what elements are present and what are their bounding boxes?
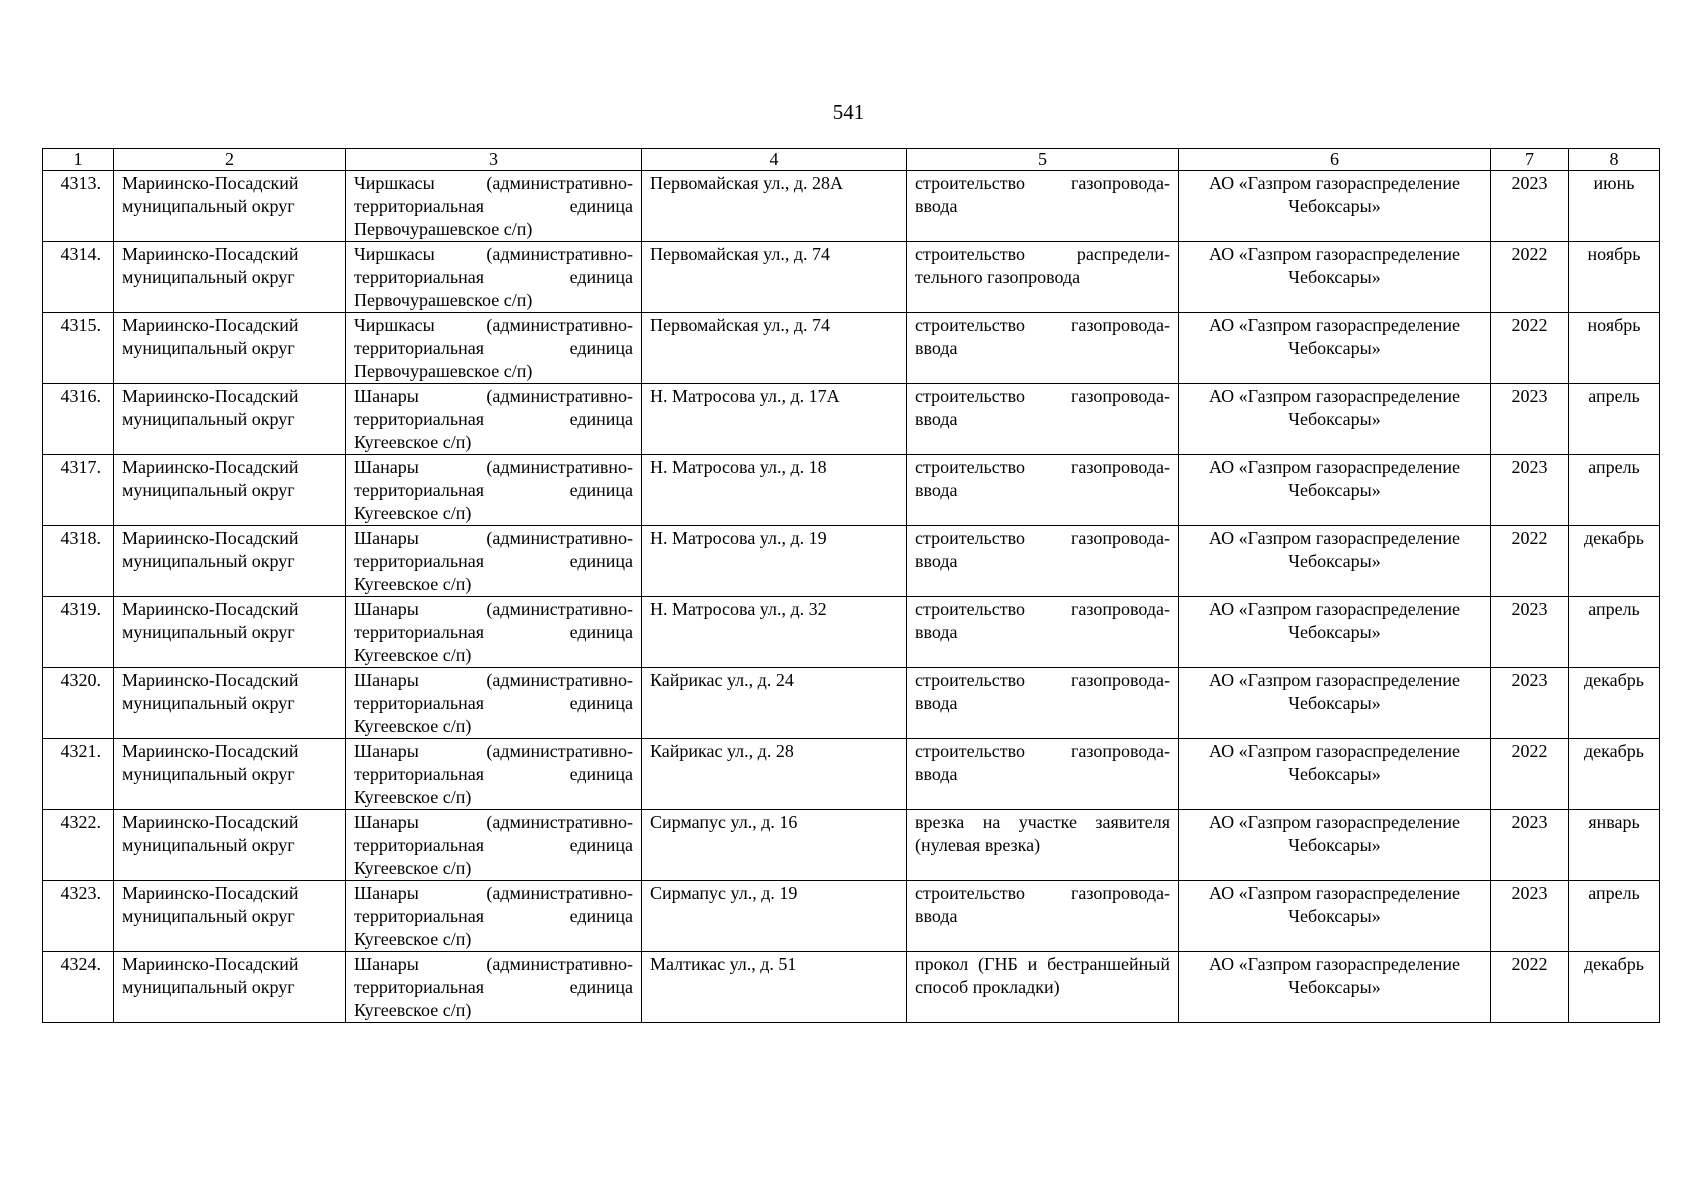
row-number: 4317. bbox=[43, 455, 114, 526]
address-cell: Малтикас ул., д. 51 bbox=[642, 952, 907, 1023]
year-cell: 2022 bbox=[1491, 952, 1569, 1023]
table-row bbox=[43, 313, 1660, 384]
row-number: 4315. bbox=[43, 313, 114, 384]
district-cell: Мариинско-Посадский муниципальный округ bbox=[114, 668, 346, 739]
address-cell: Сирмапус ул., д. 19 bbox=[642, 881, 907, 952]
row-number: 4322. bbox=[43, 810, 114, 881]
row-number: 4324. bbox=[43, 952, 114, 1023]
organization-cell: АО «Газпром газораспределение Чебоксары» bbox=[1179, 526, 1491, 597]
district-cell: Мариинско-Посадский муниципальный округ bbox=[114, 881, 346, 952]
column-number: 1 bbox=[43, 149, 114, 171]
address-cell: Первомайская ул., д. 74 bbox=[642, 242, 907, 313]
address-cell: Н. Матросова ул., д. 32 bbox=[642, 597, 907, 668]
address-cell: Н. Матросова ул., д. 19 bbox=[642, 526, 907, 597]
settlement-cell: Шанары (административно-территориальная единица Кугеевское с/п) bbox=[346, 881, 642, 952]
work-type-cell: строительство газопровода-ввода bbox=[907, 597, 1179, 668]
address-cell: Н. Матросова ул., д. 17А bbox=[642, 384, 907, 455]
column-number: 4 bbox=[642, 149, 907, 171]
table-row bbox=[43, 455, 1660, 526]
settlement-cell: Чиршкасы (административно-территориальная единица Первочурашевское с/п) bbox=[346, 242, 642, 313]
year-cell: 2022 bbox=[1491, 739, 1569, 810]
year-cell: 2023 bbox=[1491, 384, 1569, 455]
district-cell: Мариинско-Посадский муниципальный округ bbox=[114, 171, 346, 242]
district-cell: Мариинско-Посадский муниципальный округ bbox=[114, 384, 346, 455]
row-number: 4314. bbox=[43, 242, 114, 313]
column-number: 5 bbox=[907, 149, 1179, 171]
row-number: 4313. bbox=[43, 171, 114, 242]
district-cell: Мариинско-Посадский муниципальный округ bbox=[114, 313, 346, 384]
district-cell: Мариинско-Посадский муниципальный округ bbox=[114, 739, 346, 810]
address-cell: Первомайская ул., д. 28А bbox=[642, 171, 907, 242]
table-row bbox=[43, 668, 1660, 739]
settlement-cell: Шанары (административно-территориальная единица Кугеевское с/п) bbox=[346, 810, 642, 881]
district-cell: Мариинско-Посадский муниципальный округ bbox=[114, 810, 346, 881]
organization-cell: АО «Газпром газораспределение Чебоксары» bbox=[1179, 810, 1491, 881]
work-type-cell: строительство газопровода-ввода bbox=[907, 526, 1179, 597]
table-row bbox=[43, 810, 1660, 881]
row-number: 4320. bbox=[43, 668, 114, 739]
address-cell: Первомайская ул., д. 74 bbox=[642, 313, 907, 384]
column-number: 3 bbox=[346, 149, 642, 171]
work-type-cell: строительство газопровода-ввода bbox=[907, 455, 1179, 526]
row-number: 4323. bbox=[43, 881, 114, 952]
settlement-cell: Чиршкасы (административно-территориальная единица Первочурашевское с/п) bbox=[346, 313, 642, 384]
settlement-cell: Шанары (административно-территориальная единица Кугеевское с/п) bbox=[346, 597, 642, 668]
address-cell: Кайрикас ул., д. 28 bbox=[642, 739, 907, 810]
settlement-cell: Шанары (административно-территориальная единица Кугеевское с/п) bbox=[346, 526, 642, 597]
column-number: 2 bbox=[114, 149, 346, 171]
work-type-cell: строительство газопровода-ввода bbox=[907, 313, 1179, 384]
year-cell: 2022 bbox=[1491, 526, 1569, 597]
month-cell: декабрь bbox=[1569, 668, 1660, 739]
row-number: 4316. bbox=[43, 384, 114, 455]
organization-cell: АО «Газпром газораспределение Чебоксары» bbox=[1179, 739, 1491, 810]
month-cell: апрель bbox=[1569, 384, 1660, 455]
month-cell: апрель bbox=[1569, 597, 1660, 668]
address-cell: Сирмапус ул., д. 16 bbox=[642, 810, 907, 881]
column-number: 7 bbox=[1491, 149, 1569, 171]
settlement-cell: Шанары (административно-территориальная единица Кугеевское с/п) bbox=[346, 455, 642, 526]
address-cell: Кайрикас ул., д. 24 bbox=[642, 668, 907, 739]
organization-cell: АО «Газпром газораспределение Чебоксары» bbox=[1179, 668, 1491, 739]
district-cell: Мариинско-Посадский муниципальный округ bbox=[114, 242, 346, 313]
page-number: 541 bbox=[832, 100, 865, 124]
row-number: 4321. bbox=[43, 739, 114, 810]
district-cell: Мариинско-Посадский муниципальный округ bbox=[114, 952, 346, 1023]
district-cell: Мариинско-Посадский муниципальный округ bbox=[114, 597, 346, 668]
column-number-row bbox=[43, 149, 1660, 171]
row-number: 4318. bbox=[43, 526, 114, 597]
month-cell: январь bbox=[1569, 810, 1660, 881]
table-row bbox=[43, 881, 1660, 952]
district-cell: Мариинско-Посадский муниципальный округ bbox=[114, 455, 346, 526]
table-body bbox=[43, 171, 1660, 1023]
year-cell: 2023 bbox=[1491, 668, 1569, 739]
year-cell: 2022 bbox=[1491, 313, 1569, 384]
month-cell: апрель bbox=[1569, 881, 1660, 952]
organization-cell: АО «Газпром газораспределение Чебоксары» bbox=[1179, 455, 1491, 526]
month-cell: ноябрь bbox=[1569, 313, 1660, 384]
work-type-cell: строительство газопровода-ввода bbox=[907, 881, 1179, 952]
year-cell: 2023 bbox=[1491, 171, 1569, 242]
work-type-cell: строительство газопровода-ввода bbox=[907, 668, 1179, 739]
year-cell: 2023 bbox=[1491, 881, 1569, 952]
settlement-cell: Шанары (административно-территориальная единица Кугеевское с/п) bbox=[346, 384, 642, 455]
organization-cell: АО «Газпром газораспределение Чебоксары» bbox=[1179, 242, 1491, 313]
table-row bbox=[43, 739, 1660, 810]
settlement-cell: Шанары (административно-территориальная единица Кугеевское с/п) bbox=[346, 739, 642, 810]
organization-cell: АО «Газпром газораспределение Чебоксары» bbox=[1179, 171, 1491, 242]
work-type-cell: строительство распределительного газопровода bbox=[907, 242, 1179, 313]
register-table bbox=[42, 148, 1660, 1023]
month-cell: ноябрь bbox=[1569, 242, 1660, 313]
address-cell: Н. Матросова ул., д. 18 bbox=[642, 455, 907, 526]
settlement-cell: Шанары (административно-территориальная единица Кугеевское с/п) bbox=[346, 952, 642, 1023]
work-type-cell: врезка на участке заявителя (нулевая врезка) bbox=[907, 810, 1179, 881]
settlement-cell: Чиршкасы (административно-территориальная единица Первочурашевское с/п) bbox=[346, 171, 642, 242]
organization-cell: АО «Газпром газораспределение Чебоксары» bbox=[1179, 384, 1491, 455]
column-number: 6 bbox=[1179, 149, 1491, 171]
year-cell: 2023 bbox=[1491, 810, 1569, 881]
table-row bbox=[43, 384, 1660, 455]
year-cell: 2023 bbox=[1491, 597, 1569, 668]
table-row bbox=[43, 242, 1660, 313]
month-cell: июнь bbox=[1569, 171, 1660, 242]
month-cell: апрель bbox=[1569, 455, 1660, 526]
table-row bbox=[43, 952, 1660, 1023]
row-number: 4319. bbox=[43, 597, 114, 668]
settlement-cell: Шанары (административно-территориальная единица Кугеевское с/п) bbox=[346, 668, 642, 739]
column-number: 8 bbox=[1569, 149, 1660, 171]
district-cell: Мариинско-Посадский муниципальный округ bbox=[114, 526, 346, 597]
organization-cell: АО «Газпром газораспределение Чебоксары» bbox=[1179, 597, 1491, 668]
work-type-cell: строительство газопровода-ввода bbox=[907, 171, 1179, 242]
year-cell: 2023 bbox=[1491, 455, 1569, 526]
organization-cell: АО «Газпром газораспределение Чебоксары» bbox=[1179, 952, 1491, 1023]
month-cell: декабрь bbox=[1569, 952, 1660, 1023]
year-cell: 2022 bbox=[1491, 242, 1569, 313]
organization-cell: АО «Газпром газораспределение Чебоксары» bbox=[1179, 881, 1491, 952]
work-type-cell: прокол (ГНБ и бестраншейный способ прокладки) bbox=[907, 952, 1179, 1023]
table-row bbox=[43, 597, 1660, 668]
work-type-cell: строительство газопровода-ввода bbox=[907, 739, 1179, 810]
work-type-cell: строительство газопровода-ввода bbox=[907, 384, 1179, 455]
organization-cell: АО «Газпром газораспределение Чебоксары» bbox=[1179, 313, 1491, 384]
month-cell: декабрь bbox=[1569, 739, 1660, 810]
table-row bbox=[43, 171, 1660, 242]
month-cell: декабрь bbox=[1569, 526, 1660, 597]
table-row bbox=[43, 526, 1660, 597]
